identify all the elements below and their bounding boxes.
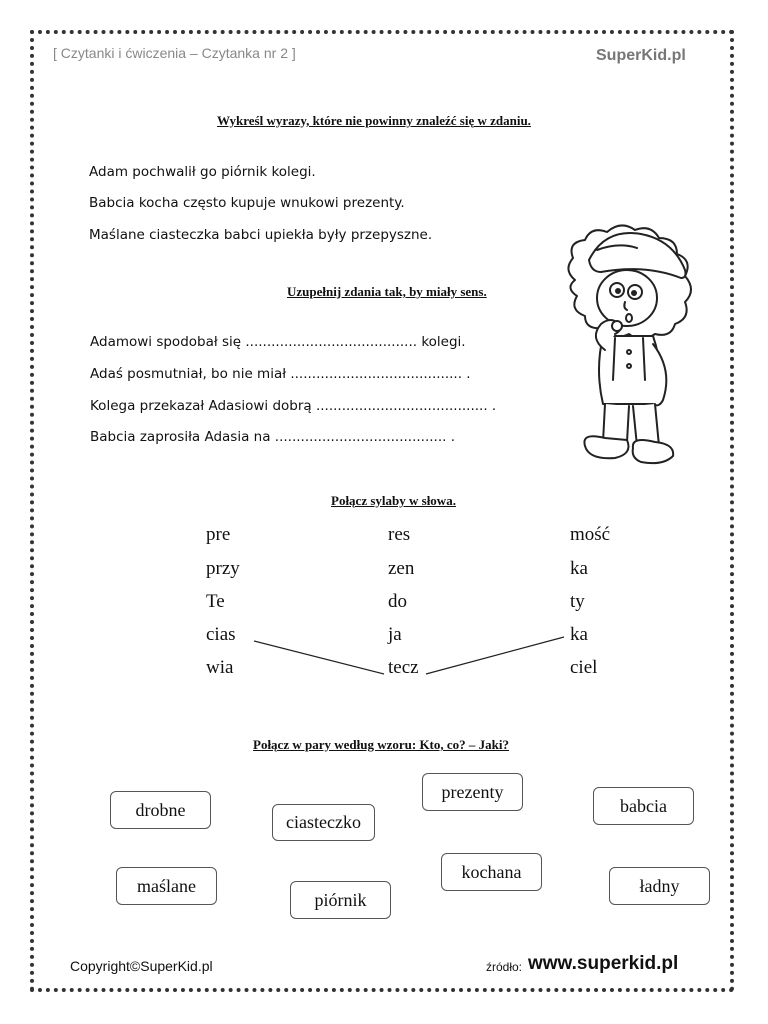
section1-sentence-1: Adam pochwalił go piórnik kolegi. xyxy=(89,164,316,180)
section1-title: Wykreśl wyrazy, które nie powinny znaleźć się w zdaniu. xyxy=(217,113,531,128)
header-title: [ Czytanki i ćwiczenia – Czytanka nr 2 ] xyxy=(53,45,296,61)
syllable-col2-2: zen xyxy=(388,558,415,579)
header-brand: SuperKid.pl xyxy=(596,47,686,64)
section2-sentence-1: Adamowi spodobał się ........................................ kolegi. xyxy=(90,334,466,350)
section1-sentence-3: Maślane ciasteczka babci upiekła były przepyszne. xyxy=(89,227,433,243)
section2-sentence-3: Kolega przekazał Adasiowi dobrą ........................................ . xyxy=(90,398,497,414)
section4-title: Połącz w pary według wzoru: Kto, co? – Jaki? xyxy=(253,737,510,752)
word-box-ladny: ładny xyxy=(609,867,710,905)
word-box-babcia: babcia xyxy=(593,787,694,825)
word-box-piornik: piórnik xyxy=(290,881,391,919)
connector-line-right xyxy=(426,637,564,674)
connector-line-left xyxy=(254,641,384,674)
section1-sentence-2: Babcia kocha często kupuje wnukowi prezenty. xyxy=(89,195,405,211)
section3-title: Połącz sylaby w słowa. xyxy=(331,493,456,508)
section2-sentence-2: Adaś posmutniał, bo nie miał ........................................ . xyxy=(90,366,471,382)
syllable-col3-3: ty xyxy=(570,591,585,612)
syllable-col2-3: do xyxy=(388,591,407,612)
word-box-maslane: maślane xyxy=(116,867,217,905)
syllable-col3-5: ciel xyxy=(570,657,598,678)
syllable-col3-1: mość xyxy=(570,524,611,545)
word-box-prezenty: prezenty xyxy=(422,773,523,811)
syllable-col3-2: ka xyxy=(570,558,588,579)
syllable-col1-4: cias xyxy=(206,624,236,645)
footer-url-link[interactable]: www.superkid.pl xyxy=(528,953,679,974)
syllable-col2-5: tecz xyxy=(388,657,419,678)
syllable-col2-1: res xyxy=(388,524,411,545)
word-box-ciasteczko: ciasteczko xyxy=(272,804,375,841)
section2-sentence-4: Babcia zaprosiła Adasia na ........................................ . xyxy=(90,429,456,445)
syllable-col1-5: wia xyxy=(206,657,234,678)
section2-title: Uzupełnij zdania tak, by miały sens. xyxy=(287,284,487,299)
syllable-col3-4: ka xyxy=(570,624,588,645)
syllable-col1-2: przy xyxy=(206,558,240,579)
footer-source-label: źródło: xyxy=(486,960,523,974)
syllable-col1-3: Te xyxy=(206,591,225,612)
word-box-kochana: kochana xyxy=(441,853,542,891)
syllable-col2-4: ja xyxy=(388,624,402,645)
footer-copyright: Copyright©SuperKid.pl xyxy=(70,958,213,974)
syllable-col1-1: pre xyxy=(206,524,231,545)
word-box-drobne: drobne xyxy=(110,791,211,829)
